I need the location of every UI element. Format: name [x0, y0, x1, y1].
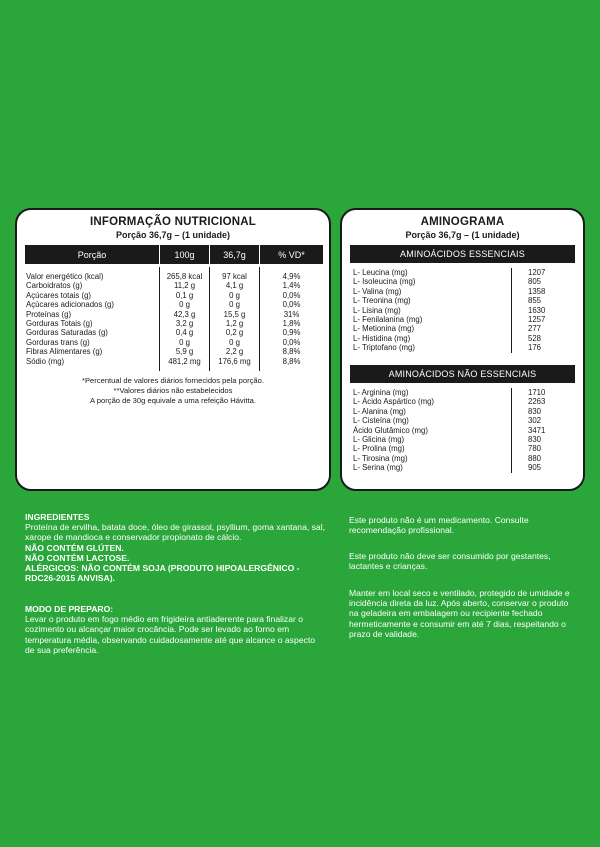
nutrient-name: Fibras Alimentares (g) — [26, 347, 103, 357]
value-portion: 0 g — [209, 300, 259, 309]
nutrient-name: Gorduras Totais (g) — [26, 318, 93, 328]
ingredients-section — [25, 512, 325, 583]
table-row — [25, 347, 323, 356]
list-item — [350, 426, 575, 435]
table-row — [25, 291, 323, 300]
table-row — [25, 300, 323, 309]
list-item — [350, 388, 575, 397]
amino-name: L- Lisina (mg) — [350, 306, 512, 315]
list-item — [350, 277, 575, 286]
amino-name: Ácido Glutâmico (mg) — [350, 426, 512, 435]
amino-value: 830 — [528, 434, 542, 444]
value-vd: 0,0% — [259, 300, 323, 309]
value-100g: 0,4 g — [159, 328, 209, 337]
list-item — [350, 454, 575, 463]
amino-value: 528 — [528, 333, 542, 343]
value-portion: 4,1 g — [209, 281, 259, 290]
table-row — [25, 310, 323, 319]
list-item — [350, 416, 575, 425]
value-100g: 5,9 g — [159, 347, 209, 356]
value-100g: 265,8 kcal — [159, 272, 209, 281]
aminogram-title: AMINOGRAMA — [420, 216, 505, 228]
footnote-vd: *Percentual de valores diários fornecidos pela porção. — [82, 376, 264, 385]
allergens-warning: ALÉRGICOS: NÃO CONTÉM SOJA (PRODUTO HIPOALERGÊNICO - RDC26-2015 ANVISA). — [25, 563, 300, 584]
amino-name: L- Tirosina (mg) — [350, 454, 512, 463]
list-item — [350, 334, 575, 343]
nutrition-table-header — [25, 245, 323, 264]
value-portion: 0 g — [209, 338, 259, 347]
amino-name: L- Treonina (mg) — [350, 296, 512, 305]
amino-value: 1207 — [528, 268, 546, 277]
nutrient-name: Sódio (mg) — [26, 356, 65, 366]
value-portion: 1,2 g — [209, 319, 259, 328]
lactose-warning: NÃO CONTÉM LACTOSE. — [25, 552, 130, 563]
amino-value: 855 — [528, 296, 542, 306]
amino-name: L- Valina (mg) — [350, 287, 512, 296]
list-item — [350, 306, 575, 315]
preparation-text: Levar o produto em fogo médio em frigideira antiaderente para finalizar o cozimento ou alcançar maior crocância. Pode ser levado ao forno em temperatura média, observando cuidadosamente até que alcance o aspecto de sua preferência. — [25, 614, 315, 655]
value-portion: 15,5 g — [209, 310, 259, 319]
list-item — [350, 435, 575, 444]
list-item — [350, 296, 575, 305]
header-vd: % VD* — [259, 245, 323, 264]
amino-name: L- Triptofano (mg) — [350, 343, 512, 352]
list-item — [350, 268, 575, 277]
footnote-portion-equivalence: A porção de 30g equivale a uma refeição Hávitta. — [90, 396, 256, 405]
amino-value: 302 — [528, 416, 542, 426]
footnote-not-established: **Valores diários não estabelecidos — [113, 386, 233, 395]
value-100g: 3,2 g — [159, 319, 209, 328]
table-row — [25, 319, 323, 328]
value-vd: 0,0% — [259, 291, 323, 300]
nutrition-table-body — [25, 267, 323, 371]
value-vd: 1,8% — [259, 319, 323, 328]
value-vd: 1,4% — [259, 281, 323, 290]
amino-name: L- Histidina (mg) — [350, 334, 512, 343]
amino-name: L- Arginina (mg) — [350, 388, 512, 397]
nonessential-header: AMINOÁCIDOS NÃO ESSENCIAIS — [350, 365, 575, 383]
list-item — [350, 315, 575, 324]
value-portion: 176,6 mg — [209, 357, 259, 366]
amino-value: 1257 — [528, 314, 546, 324]
amino-name: L- Serina (mg) — [350, 463, 512, 472]
table-row — [25, 281, 323, 290]
amino-value: 1710 — [528, 388, 546, 397]
essential-header: AMINOÁCIDOS ESSENCIAIS — [350, 245, 575, 263]
nonessential-list — [350, 388, 575, 473]
amino-name: L- Alanina (mg) — [350, 407, 512, 416]
value-portion: 2,2 g — [209, 347, 259, 356]
amino-name: L- Glicina (mg) — [350, 435, 512, 444]
amino-value: 176 — [528, 343, 542, 353]
amino-name: L- Prolina (mg) — [350, 444, 512, 453]
nutrition-portion: Porção 36,7g – (1 unidade) — [115, 230, 231, 240]
nutrient-name: Carboidratos (g) — [26, 281, 83, 291]
amino-value: 805 — [528, 277, 542, 287]
value-100g: 481,2 mg — [159, 357, 209, 366]
value-vd: 8,8% — [259, 347, 323, 356]
value-portion: 0,2 g — [209, 328, 259, 337]
header-porcao: Porção — [77, 249, 107, 260]
value-100g: 11,2 g — [159, 281, 209, 290]
amino-value: 1358 — [528, 286, 546, 296]
amino-value: 3471 — [528, 425, 546, 435]
value-vd: 0,9% — [259, 328, 323, 337]
storage-notice: Manter em local seco e ventilado, protegido de umidade e incidência direta da luz. Após aberto, conservar o produto na geladeira em embalagem ou recipiente fechado hermeticamente e consumir em até 7 dias, respeitando o prazo de validade. — [349, 588, 570, 639]
list-item — [350, 397, 575, 406]
amino-value: 905 — [528, 463, 542, 473]
amino-value: 1630 — [528, 305, 546, 315]
preparation-heading: MODO DE PREPARO: — [25, 604, 114, 614]
value-portion: 0 g — [209, 291, 259, 300]
value-vd: 8,8% — [259, 357, 323, 366]
header-100g: 100g — [159, 245, 209, 264]
amino-value: 277 — [528, 324, 542, 334]
amino-name: L- Cisteína (mg) — [350, 416, 512, 425]
table-row — [25, 328, 323, 337]
value-vd: 0,0% — [259, 338, 323, 347]
aminogram-panel — [340, 208, 585, 491]
gluten-warning: NÃO CONTÉM GLÚTEN. — [25, 542, 124, 553]
nutrition-facts-panel — [15, 208, 331, 491]
amino-name: L- Ácido Aspártico (mg) — [350, 397, 512, 406]
amino-name: L- Leucina (mg) — [350, 268, 512, 277]
amino-name: L- Fenilalanina (mg) — [350, 315, 512, 324]
list-item — [350, 324, 575, 333]
nutrition-title: INFORMAÇÃO NUTRICIONAL — [89, 216, 257, 228]
aminogram-portion: Porção 36,7g – (1 unidade) — [405, 230, 520, 240]
amino-name: L- Isoleucina (mg) — [350, 277, 512, 286]
amino-value: 780 — [528, 444, 542, 454]
nutrient-name: Gorduras Saturadas (g) — [26, 328, 108, 338]
value-portion: 97 kcal — [209, 272, 259, 281]
amino-value: 830 — [528, 406, 542, 416]
value-100g: 0 g — [159, 338, 209, 347]
value-vd: 4,9% — [259, 272, 323, 281]
value-vd: 31% — [259, 310, 323, 319]
value-100g: 0 g — [159, 300, 209, 309]
list-item — [350, 343, 575, 352]
table-row — [25, 272, 323, 281]
list-item — [350, 287, 575, 296]
nutrient-name: Gorduras trans (g) — [26, 337, 90, 347]
list-item — [350, 407, 575, 416]
ingredients-text: Proteína de ervilha, batata doce, óleo de girassol, psyllium, goma xantana, sal, xarope de mandioca e conservador propionato de cálcio. — [25, 522, 326, 543]
list-item — [350, 463, 575, 472]
nutrient-name: Valor energético (kcal) — [26, 272, 104, 281]
ingredients-heading: INGREDIENTES — [25, 512, 90, 522]
essential-list — [350, 268, 575, 353]
list-item — [350, 444, 575, 453]
header-portion-g: 36,7g — [209, 245, 259, 264]
value-100g: 42,3 g — [159, 310, 209, 319]
table-spacer — [25, 366, 323, 371]
pregnant-notice: Este produto não deve ser consumido por gestantes, lactantes e crianças. — [349, 551, 551, 572]
nutrient-name: Proteínas (g) — [26, 309, 72, 319]
nutrient-name: Açúcares totais (g) — [26, 290, 91, 300]
value-100g: 0,1 g — [159, 291, 209, 300]
amino-value: 880 — [528, 453, 542, 463]
medicine-notice: Este produto não é um medicamento. Consulte recomendação profissional. — [349, 515, 529, 536]
preparation-section — [25, 604, 325, 655]
table-row — [25, 338, 323, 347]
amino-value: 2263 — [528, 397, 546, 407]
amino-name: L- Metionina (mg) — [350, 324, 512, 333]
nutrient-name: Açúcares adicionados (g) — [26, 300, 114, 310]
table-row — [25, 357, 323, 366]
